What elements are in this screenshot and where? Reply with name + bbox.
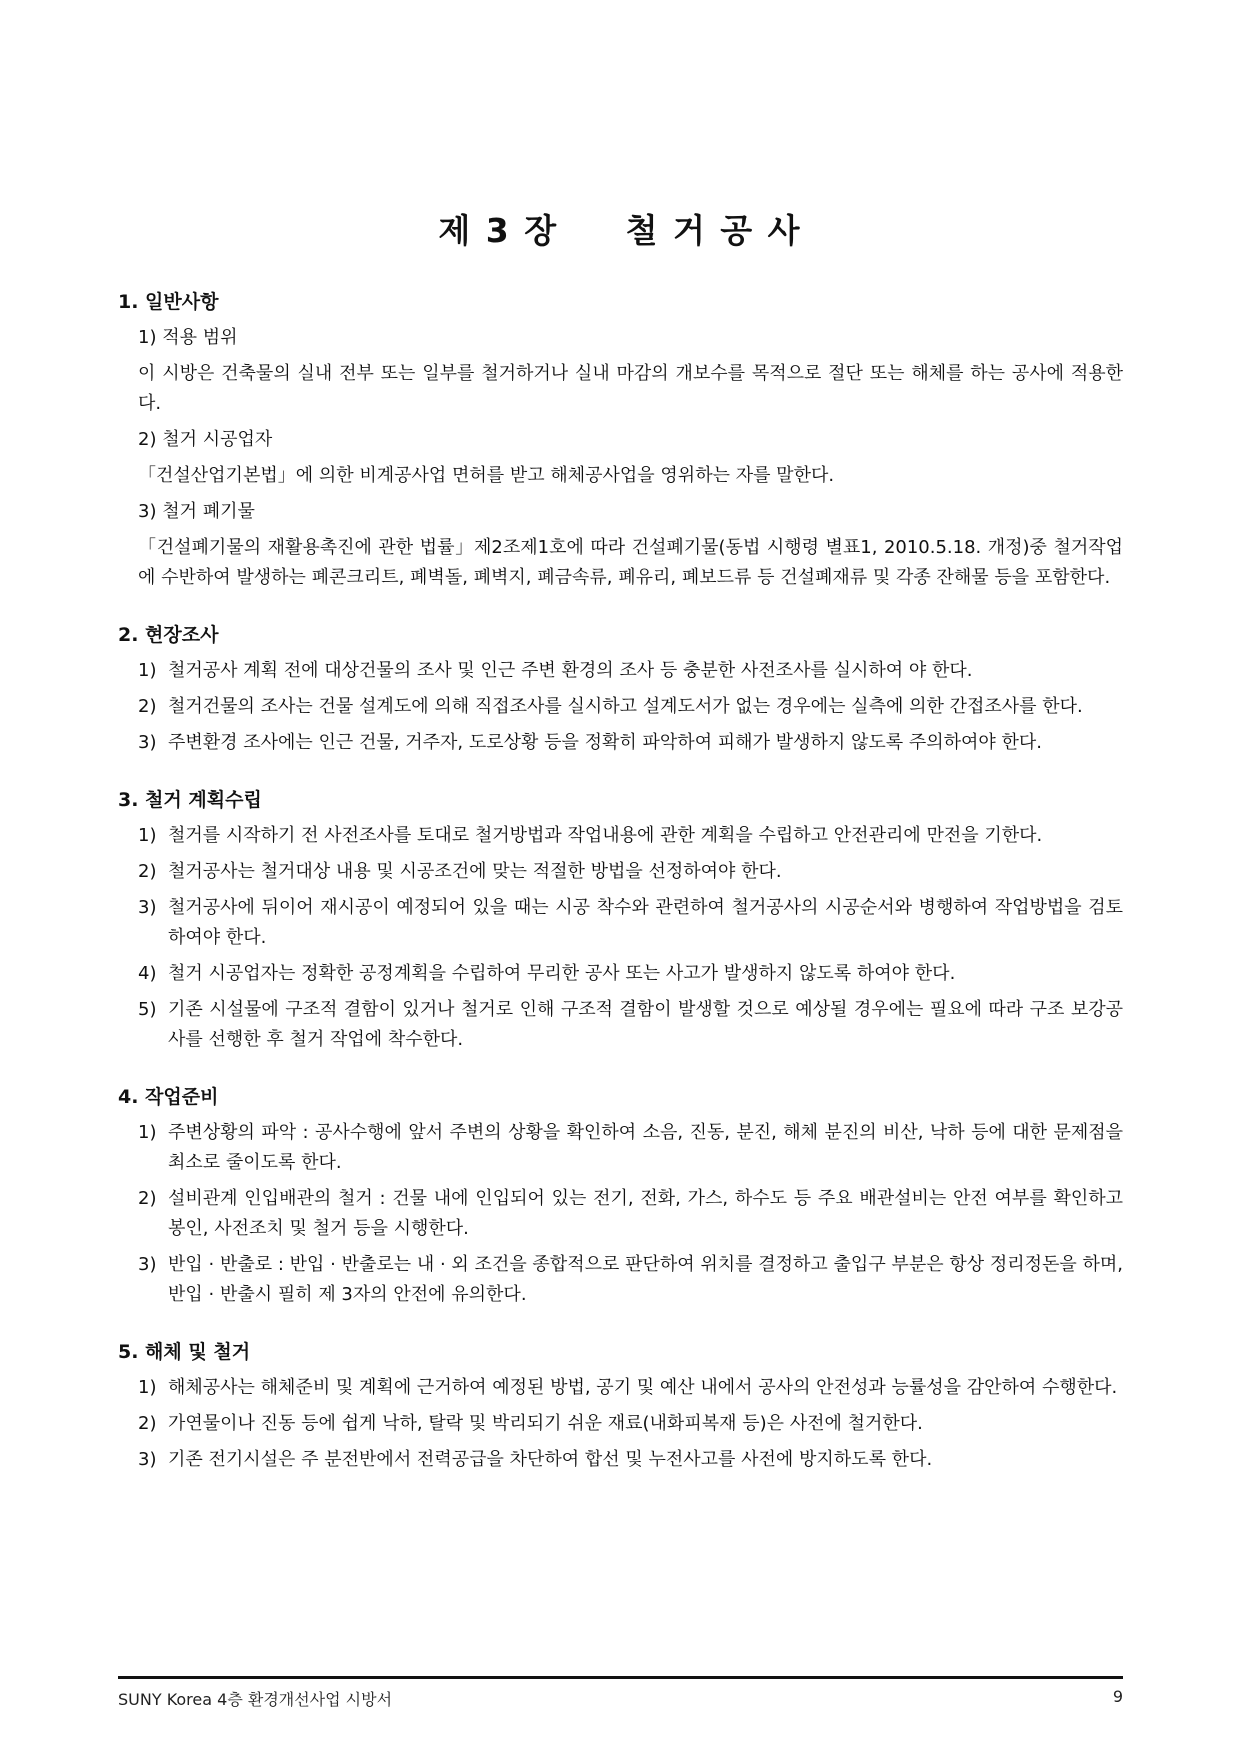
footer-doc-title: SUNY Korea 4층 환경개선사업 시방서 [118,1690,393,1709]
item-number: 2) [138,696,157,717]
item-number: 1) [138,825,157,846]
chapter-label: 제 3 장 [438,211,559,250]
paragraph: 「건설폐기물의 재활용촉진에 관한 법률」제2조제1호에 따라 건설폐기물(동법 시행령 별표1, 2010.5.18. 개정)중 철거작업에 수반하여 발생하는 폐콘크리트, 폐벽돌, 폐벽지, 폐금속류, 폐유리, 폐보드류 등 건설폐재류 및 각종 잔해물 등을 포함한다. [138,537,1123,588]
item-number: 3) [138,897,157,918]
item-text: 기존 시설물에 구조적 결함이 있거나 철거로 인해 구조적 결함이 발생할 것으로 예상될 경우에는 필요에 따라 구조 보강공사를 선행한 후 철거 작업에 착수한다. [168,999,1123,1050]
list-item [138,1118,1123,1178]
item-text: 철거 시공업자는 정확한 공정계획을 수립하여 무리한 공사 또는 사고가 발생하지 않도록 하여야 한다. [168,963,956,984]
page-footer [118,1676,1123,1710]
subheading: 1) 적용 범위 [138,327,238,348]
section-preparation [118,1082,1123,1310]
item-number: 1) [138,1377,157,1398]
item-text: 철거건물의 조사는 건물 설계도에 의해 직접조사를 실시하고 설계도서가 없는 경우에는 실측에 의한 간접조사를 한다. [168,696,1083,717]
item-text: 반입 · 반출로 : 반입 · 반출로는 내 · 외 조건을 종합적으로 판단하여 위치를 결정하고 출입구 부분은 항상 정리정돈을 하며, 반입 · 반출시 필히 제 3자의 안전에 유의한다. [168,1254,1123,1305]
paragraph: 이 시방은 건축물의 실내 전부 또는 일부를 철거하거나 실내 마감의 개보수를 목적으로 절단 또는 해체를 하는 공사에 적용한다. [138,363,1123,414]
item-text: 주변환경 조사에는 인근 건물, 거주자, 도로상황 등을 정확히 파악하여 피해가 발생하지 않도록 주의하여야 한다. [168,732,1043,753]
section-general [118,287,1123,593]
page-number: 9 [1112,1687,1123,1706]
list-item [138,959,1123,989]
item-number: 5) [138,999,157,1020]
list-item [138,1445,1123,1475]
chapter-title [0,205,1240,252]
section-heading: 3. 철거 계획수립 [118,789,262,811]
list-item [138,821,1123,851]
item-text: 설비관계 인입배관의 철거 : 건물 내에 인입되어 있는 전기, 전화, 가스, 하수도 등 주요 배관설비는 안전 여부를 확인하고 봉인, 사전조치 및 철거 등을 시행한다. [168,1188,1123,1239]
item-text: 해체공사는 해체준비 및 계획에 근거하여 예정된 방법, 공기 및 예산 내에서 공사의 안전성과 능률성을 감안하여 수행한다. [168,1377,1118,1398]
list-item [138,893,1123,953]
item-text: 철거공사 계획 전에 대상건물의 조사 및 인근 주변 환경의 조사 등 충분한 사전조사를 실시하여 야 한다. [168,660,973,681]
section-planning [118,785,1123,1055]
list-item [138,1373,1123,1403]
item-number: 2) [138,1188,157,1209]
list-item [138,1409,1123,1439]
item-text: 주변상황의 파악 : 공사수행에 앞서 주변의 상황을 확인하여 소음, 진동, 분진, 해체 분진의 비산, 낙하 등에 대한 문제점을 최소로 줄이도록 한다. [168,1122,1123,1173]
item-text: 철거공사에 뒤이어 재시공이 예정되어 있을 때는 시공 착수와 관련하여 철거공사의 시공순서와 병행하여 작업방법을 검토하여야 한다. [168,897,1123,948]
list-item [138,692,1123,722]
section-site-survey [118,620,1123,758]
section-heading: 2. 현장조사 [118,624,219,646]
section-heading: 5. 해체 및 철거 [118,1341,251,1363]
list-item [138,728,1123,758]
paragraph: 「건설산업기본법」에 의한 비계공사업 면허를 받고 해체공사업을 영위하는 자를 말한다. [138,465,835,486]
subheading: 2) 철거 시공업자 [138,429,273,450]
item-number: 1) [138,660,157,681]
item-text: 철거공사는 철거대상 내용 및 시공조건에 맞는 적절한 방법을 선정하여야 한다. [168,861,782,882]
item-number: 2) [138,1413,157,1434]
item-text: 기존 전기시설은 주 분전반에서 전력공급을 차단하여 합선 및 누전사고를 사전에 방지하도록 한다. [168,1449,933,1470]
item-number: 3) [138,1449,157,1470]
document-body [118,287,1123,1502]
item-text: 철거를 시작하기 전 사전조사를 토대로 철거방법과 작업내용에 관한 계획을 수립하고 안전관리에 만전을 기한다. [168,825,1043,846]
list-item [138,995,1123,1055]
chapter-name: 철 거 공 사 [625,211,802,250]
list-item [138,857,1123,887]
subheading: 3) 철거 폐기물 [138,501,255,522]
item-number: 3) [138,732,157,753]
item-number: 3) [138,1254,157,1275]
list-item [138,656,1123,686]
item-number: 2) [138,861,157,882]
section-heading: 4. 작업준비 [118,1086,219,1108]
item-number: 4) [138,963,157,984]
item-number: 1) [138,1122,157,1143]
list-item [138,1184,1123,1244]
section-demolition [118,1337,1123,1475]
list-item [138,1250,1123,1310]
item-text: 가연물이나 진동 등에 쉽게 낙하, 탈락 및 박리되기 쉬운 재료(내화피복재 등)은 사전에 철거한다. [168,1413,923,1434]
section-heading: 1. 일반사항 [118,291,219,313]
